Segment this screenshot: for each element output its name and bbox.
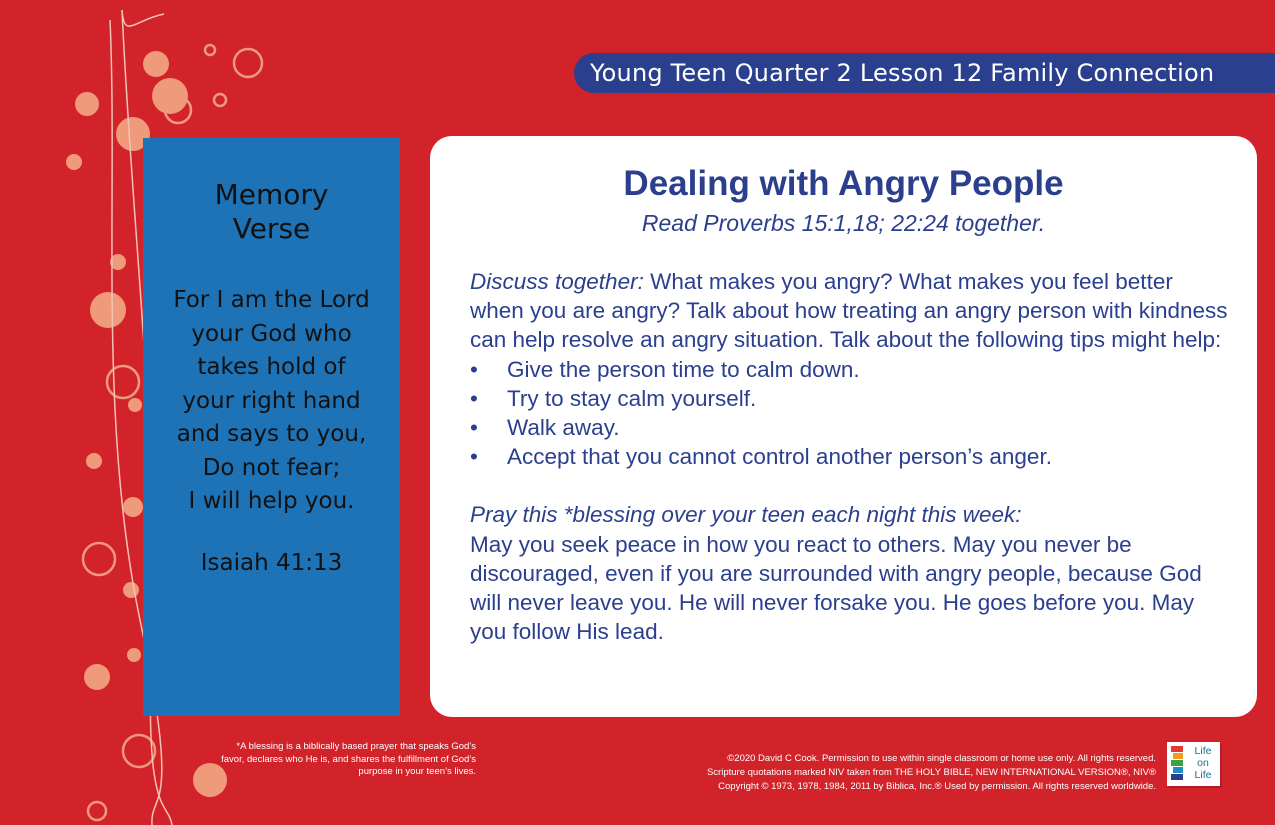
memory-verse-heading-line: Verse [232, 212, 311, 245]
discuss-paragraph [470, 267, 1230, 355]
verse-reference: Isaiah 41:13 [200, 550, 343, 576]
copyright-line: ©2020 David C Cook. Permission to use within single classroom or home use only. All rights reserved. [727, 753, 1156, 764]
tips-list [470, 355, 1230, 472]
memory-verse-text [143, 284, 400, 519]
memory-verse-heading-line: Memory [214, 178, 329, 211]
blessing-text: May you seek peace in how you react to others. May you never be discouraged, even if you are surrounded with angry people, because God will never leave you. He will never forsake you. He goes before you. May you follow His lead. [470, 531, 1202, 645]
verse-line: takes hold of [197, 354, 346, 380]
copyright-notice [560, 752, 1156, 794]
life-on-life-logo [1167, 742, 1220, 786]
memory-verse-heading [143, 178, 400, 246]
verse-line: For I am the Lord [173, 287, 370, 313]
tip-item: • Walk away. [470, 413, 1230, 442]
lesson-title: Dealing with Angry People [623, 164, 1064, 203]
paragraph-spacer [470, 471, 1230, 500]
verse-line: I will help you. [188, 488, 355, 514]
verse-line: your right hand [182, 387, 361, 414]
copyright-line: Copyright © 1973, 1978, 1984, 2011 by Biblica, Inc.® Used by permission. All rights reserved worldwide. [718, 781, 1156, 792]
logo-line: Life [1194, 745, 1212, 757]
blessing-footnote: *A blessing is a biblically based prayer that speaks God’s favor, declares who He is, and shares the fulfillment of God’s purpose in your teen’s lives. [221, 741, 476, 777]
logo-line: Life [1194, 769, 1212, 781]
tip-item: • Accept that you cannot control another person’s anger. [470, 442, 1230, 471]
verse-line: and says to you, [176, 421, 367, 447]
banner-title: Young Teen Quarter 2 Lesson 12 Family Connection [590, 59, 1215, 87]
discuss-text: What makes you angry? What makes you feel better when you are angry? Talk about how treating an angry person with kindness can help resolve an angry situation. Talk about the following tips might help: [470, 269, 1228, 353]
lesson-body [470, 267, 1230, 646]
pray-label-text: Pray this *blessing over your teen each night this week: [470, 502, 1022, 528]
logo-line: on [1197, 757, 1209, 769]
logo-wordmark [1186, 745, 1220, 781]
lesson-card [430, 136, 1257, 717]
verse-line: your God who [191, 320, 352, 347]
memory-verse-card [143, 138, 400, 716]
pray-label [470, 500, 1230, 529]
copyright-line: Scripture quotations marked NIV taken from THE HOLY BIBLE, NEW INTERNATIONAL VERSION®, NIV® [706, 767, 1156, 778]
verse-line: Do not fear; [202, 454, 341, 481]
discuss-label: Discuss together: [470, 269, 644, 294]
logo-mark-icon [1171, 746, 1183, 782]
lesson-banner [574, 53, 1275, 93]
tip-item: • Give the person time to calm down. [470, 355, 1230, 384]
tip-item: • Try to stay calm yourself. [470, 384, 1230, 413]
lesson-subtitle: Read Proverbs 15:1,18; 22:24 together. [641, 210, 1046, 236]
